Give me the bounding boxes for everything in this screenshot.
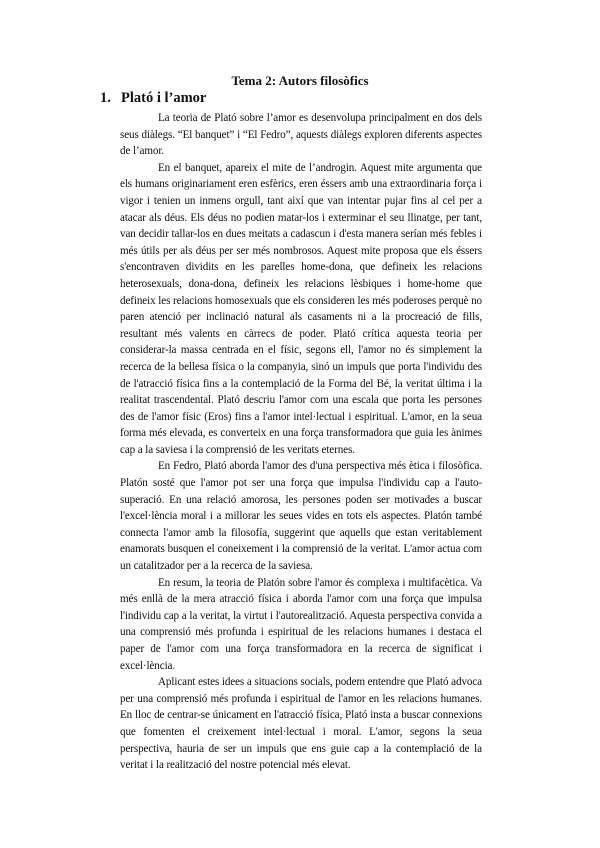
body-text bbox=[120, 110, 482, 774]
paragraph-3: En Fedro, Plató aborda l'amor des d'una perspectiva més ètica i filosòfica. Platón sosté que l'amor pot ser una força que impulsa l'individu cap a l'auto-superació. En una relació amorosa, les persones poden ser motivades a buscar l'excel·lència moral i a millorar les seues vides en tots els aspectes. Platón també connecta l'amor amb la filosofía, suggerint que aquells que estan veritablement enamorats busquen el coneixement i la comprensió de la veritat. L'amor actua com un catalitzador per a la recerca de la saviesa. bbox=[120, 460, 482, 573]
section-title: Plató i l’amor bbox=[121, 90, 207, 106]
paragraph-1: La teoria de Plató sobre l’amor es desenvolupa principalment en dos dels seus diàlegs. “El banquet” i “El Fedro”, aquests diàlegs exploren diferents aspectes de l’amor. bbox=[120, 112, 482, 158]
section-heading bbox=[100, 89, 206, 107]
paragraph-5: Aplicant estes idees a situacions socials, podem entendre que Plató advoca per una comprensió més profunda i espiritual de l'amor en les relacions humanes. En lloc de centrar-se únicament en l'atracció física, Plató insta a buscar connexions que fomenten el creixement intel·lectual i moral. L'amor, segons la seua perspectiva, hauria de ser un impuls que ens guie cap a la contemplació de la veritat i la realització del nostre potencial més elevat. bbox=[120, 676, 482, 772]
section-number: 1. bbox=[100, 90, 111, 106]
paragraph-4: En resum, la teoria de Platón sobre l'amor és complexa i multifacètica. Va més enllà de la mera atracció física i aborda l'amor com una força que impulsa l'individu cap a la veritat, la virtut i l'autorealització. Aquesta perspectiva convida a una comprensió més profunda i espiritual de les relacions humanes i destaca el paper de l'amor com una força transformadora en la recerca de significat i excel·lència. bbox=[120, 576, 482, 672]
page-title: Tema 2: Autors filosòfics bbox=[231, 73, 369, 88]
paragraph-2: En el banquet, apareix el mite de l’androgin. Aquest mite argumenta que els humans originariament eren esfèrics, eren éssers amb una extraordinaria força i vigor i tenien un inmens orgull, tant així que van intentar pujar fins al cel per a atacar als déus. Els déus no podien matar-los i exterminar el seu llinatge, per tant, van decidir tallar-los en dues meitats a cadascun i d'esta manera serían més febles i més útils per als déus per ser més nombrosos. Aquest mite proposa que els éssers s'encontraven dividits en les parelles home-dona, que defineix les relacions heterosexuals, dona-dona, defineix les relacions lèsbiques i home-home que defineix les relacions homosexuals que els consideren les més poderoses perquè no paren atenció per inclinació natural als casaments ni a la procreació de fills, resultant més valents en càrrecs de poder. Plató crítica aquesta teoria per considerar-la massa centrada en el físic, segons ell, l'amor no és simplement la recerca de la bellesa física o la companyia, sinó un impuls que porta l'individu des de l'atracció física fins a la contemplació de la Forma del Bé, la veritat última i la realitat trascendental. Plató descriu l'amor com una escala que porta les persones des de l'amor físic (Eros) fins a l'amor intel·lectual i espiritual. L'amor, en la seua forma més elevada, es converteix en una força transformadora que guia les ànimes cap a la saviesa i la comprensió de les veritats eternes. bbox=[120, 161, 482, 456]
